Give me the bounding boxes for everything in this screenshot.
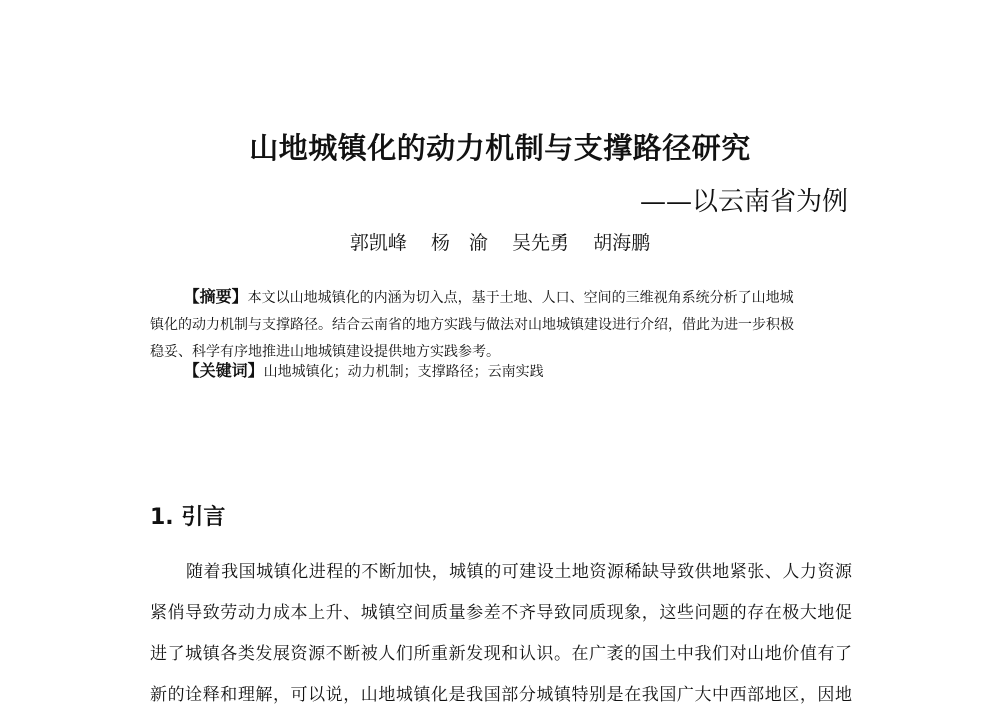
keywords-text: 山地城镇化；动力机制；支撑路径；云南实践 [263,364,544,380]
section-heading: 1. 引言 [150,505,226,530]
paper-subtitle: ——以云南省为例 [639,187,848,217]
keywords-label: 【关键词】 [183,361,264,380]
body-line: 进了城镇各类发展资源不断被人们所重新发现和认识。在广袤的国土中我们对山地价值有了 [150,644,852,664]
keywords-block [150,360,544,383]
abstract-line: 本文以山地城镇化的内涵为切入点，基于土地、人口、空间的三维视角系统分析了山地城 [247,290,794,306]
paper-title: 山地城镇化的动力机制与支撑路径研究 [249,131,751,165]
author-name: 杨 渝 [430,232,488,254]
body-line: 新的诠释和理解，可以说，山地城镇化是我国部分城镇特别是在我国广大中西部地区，因地 [150,685,852,705]
abstract-label: 【摘要】 [183,287,248,306]
author-list [0,228,1000,255]
abstract-line: 镇化的动力机制与支撑路径。结合云南省的地方实践与做法对山地城镇建设进行介绍，借此为进一步积极 [150,317,794,333]
abstract-line: 稳妥、科学有序地推进山地城镇建设提供地方实践参考。 [150,344,500,360]
author-name: 胡海鹏 [593,232,651,254]
author-name: 吴先勇 [512,232,570,254]
author-name: 郭凯峰 [349,232,407,254]
body-line: 紧俏导致劳动力成本上升、城镇空间质量参差不齐导致同质现象，这些问题的存在极大地促 [150,603,852,623]
body-line: 随着我国城镇化进程的不断加快，城镇的可建设土地资源稀缺导致供地紧张、人力资源 [186,562,852,582]
abstract-paragraph [150,283,850,312]
abstract-block [150,283,850,366]
section-body [150,552,852,716]
